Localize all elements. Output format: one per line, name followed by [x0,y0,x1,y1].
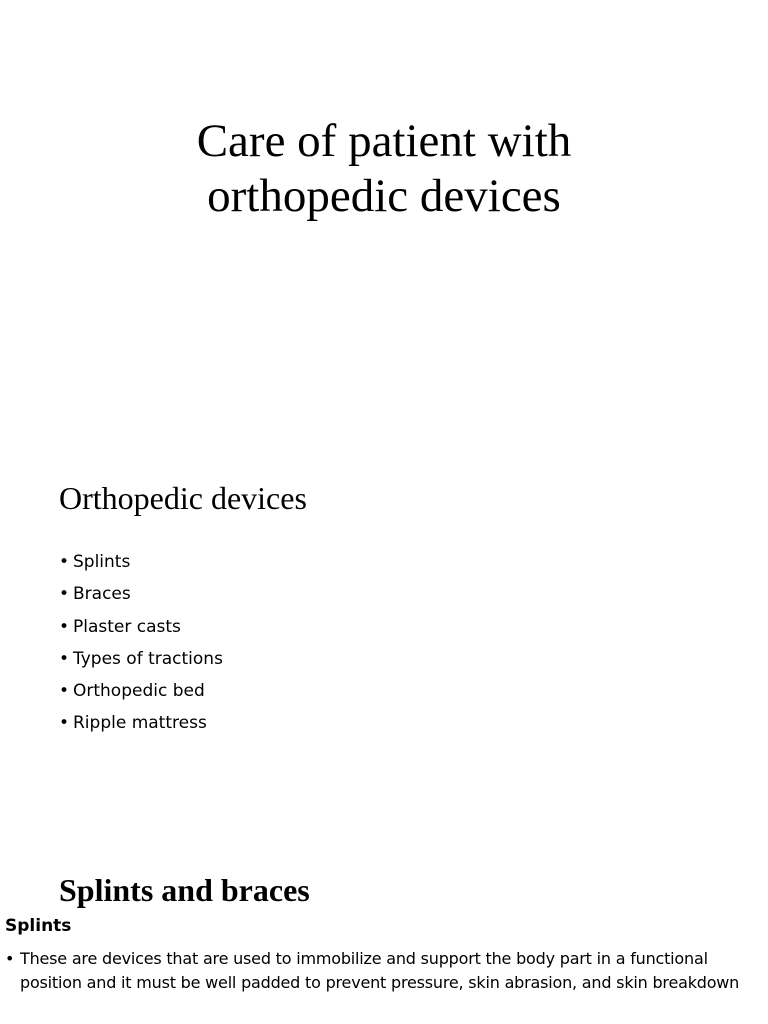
title-line-2: orthopedic devices [207,170,561,222]
bullet-icon: • [59,552,70,572]
list-item-text: Braces [73,584,131,605]
bullet-icon: • [59,713,70,734]
list-item-text: Types of tractions [73,648,223,669]
bullet-icon: • [59,648,70,669]
slide-orthopedic-devices [0,420,768,840]
list-item [5,947,765,995]
slide-title [0,0,768,420]
bullet-icon: • [5,949,15,968]
bullet-icon: • [59,681,70,702]
list-item [59,614,223,646]
list-item-text: Orthopedic bed [73,681,205,702]
slide-heading: Orthopedic devices [59,480,307,516]
presentation-title [0,114,768,224]
description-list [5,947,765,995]
list-item-text: Plaster casts [73,616,181,637]
list-item [59,646,223,678]
slide-splints-and-braces [0,840,768,1024]
title-line-1: Care of patient with [196,115,572,167]
bullet-icon: • [59,584,70,605]
list-item [59,581,223,613]
list-item [59,678,223,710]
list-item-text: Splints [73,552,131,572]
bullet-icon: • [59,616,70,637]
list-item-text: These are devices that are used to immobilize and support the body part in a functional position and it must be well padded to prevent pressure, skin abrasion, and skin breakdown [20,949,740,992]
list-item [59,710,223,742]
list-item-text: Ripple mattress [73,713,207,734]
subheading: Splints [5,916,72,936]
device-list [59,549,223,743]
list-item [59,549,223,581]
slide-heading: Splints and braces [59,872,310,908]
